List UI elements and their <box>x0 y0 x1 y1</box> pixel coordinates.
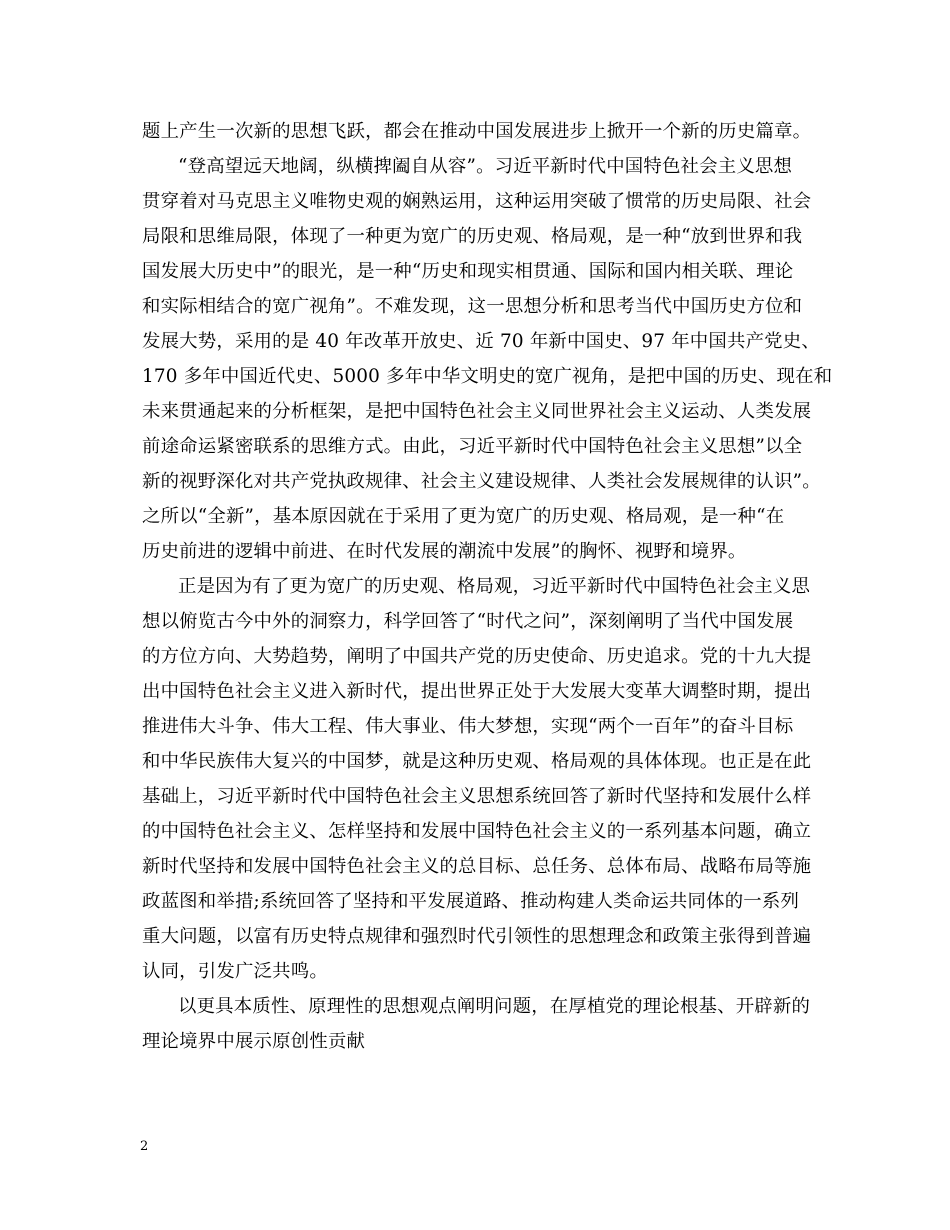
text-line: 的方位方向、大势趋势，阐明了中国共产党的历史使命、历史追求。党的十九大提 <box>142 646 812 667</box>
text-line: 政蓝图和举措;系统回答了坚持和平发展道路、推动构建人类命运共同体的一系列 <box>142 891 800 912</box>
text-line: 新的视野深化对共产党执政规律、社会主义建设规律、人类社会发展规律的认识”。 <box>142 471 821 492</box>
text-line: 认同，引发广泛共鸣。 <box>142 961 328 982</box>
text-line: 推进伟大斗争、伟大工程、伟大事业、伟大梦想，实现“两个一百年”的奋斗目标 <box>142 716 794 737</box>
text-line: 新时代坚持和发展中国特色社会主义的总目标、总任务、总体布局、战略布局等施 <box>142 856 812 877</box>
body-text <box>142 114 832 1059</box>
text-line: 基础上，习近平新时代中国特色社会主义思想系统回答了新时代坚持和发展什么样 <box>142 786 812 807</box>
paragraph-1 <box>142 114 832 149</box>
text-line: 之所以“全新”，基本原因就在于采用了更为宽广的历史观、格局观，是一种“在 <box>142 506 785 527</box>
text-line: 想以俯览古今中外的洞察力，科学回答了“时代之问”，深刻阐明了当代中国发展 <box>142 611 794 632</box>
text-line: 和中华民族伟大复兴的中国梦，就是这种历史观、格局观的具体体现。也正是在此 <box>142 751 812 772</box>
page-number: 2 <box>140 1139 149 1154</box>
text-line: 重大问题，以富有历史特点规律和强烈时代引领性的思想理念和政策主张得到普遍 <box>142 926 812 947</box>
text-line: 理论境界中展示原创性贡献 <box>142 1031 366 1052</box>
text-line: 历史前进的逻辑中前进、在时代发展的潮流中发展”的胸怀、视野和境界。 <box>142 541 747 562</box>
text-line: 贯穿着对马克思主义唯物史观的娴熟运用，这种运用突破了惯常的历史局限、社会 <box>142 191 812 212</box>
text-line: 国发展大历史中”的眼光，是一种“历史和现实相贯通、国际和国内相关联、理论 <box>142 261 794 282</box>
text-line: 局限和思维局限，体现了一种更为宽广的历史观、格局观，是一种“放到世界和我 <box>142 226 803 247</box>
text-line: 前途命运紧密联系的思维方式。由此，习近平新时代中国特色社会主义思想”以全 <box>142 436 803 457</box>
text-line: 170 多年中国近代史、5000 多年中华文明史的宽广视角，是把中国的历史、现在和 <box>142 366 833 387</box>
text-line: 发展大势，采用的是 40 年改革开放史、近 70 年新中国史、97 年中国共产党史、 <box>142 331 820 352</box>
paragraph-3 <box>142 569 832 989</box>
text-line: 和实际相结合的宽广视角”。不难发现，这一思想分析和思考当代中国历史方位和 <box>142 296 803 317</box>
paragraph-4 <box>142 989 832 1059</box>
text-line: 未来贯通起来的分析框架，是把中国特色社会主义同世界社会主义运动、人类发展 <box>142 401 812 422</box>
text-line: 题上产生一次新的思想飞跃，都会在推动中国发展进步上掀开一个新的历史篇章。 <box>142 121 812 142</box>
text-line: 出中国特色社会主义进入新时代，提出世界正处于大发展大变革大调整时期，提出 <box>142 681 812 702</box>
text-line: 以更具本质性、原理性的思想观点阐明问题，在厚植党的理论根基、开辟新的 <box>178 996 811 1017</box>
paragraph-2 <box>142 149 832 569</box>
text-line: “登高望远天地阔，纵横捭阖自从容”。习近平新时代中国特色社会主义思想 <box>178 156 793 177</box>
text-line: 的中国特色社会主义、怎样坚持和发展中国特色社会主义的一系列基本问题，确立 <box>142 821 812 842</box>
text-line: 正是因为有了更为宽广的历史观、格局观，习近平新时代中国特色社会主义思 <box>178 576 811 597</box>
